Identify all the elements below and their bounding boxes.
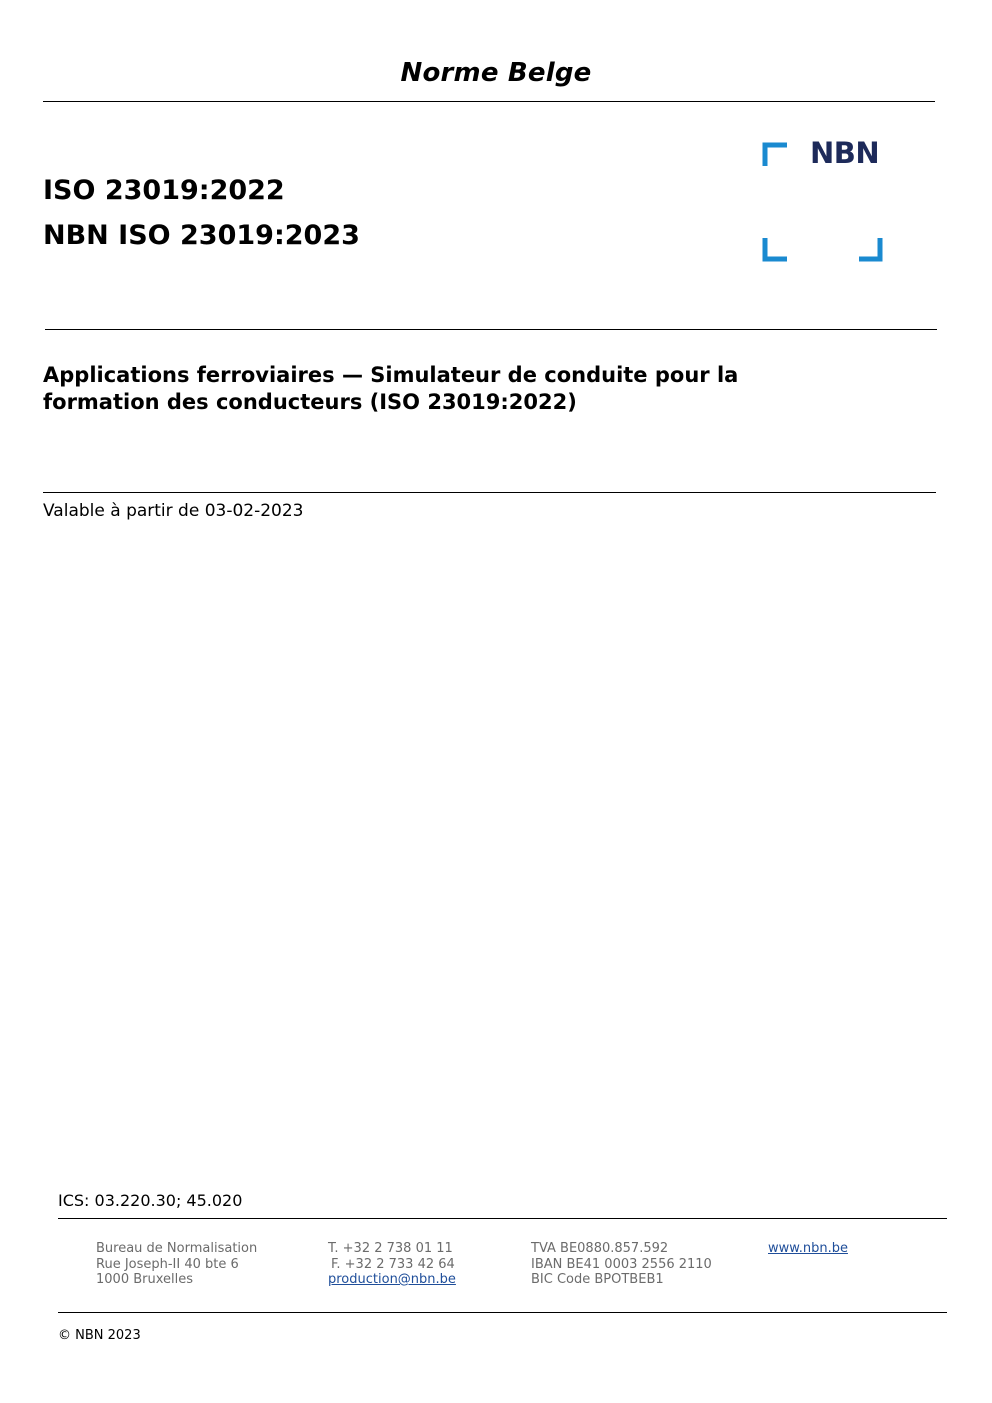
validity-date: Valable à partir de 03-02-2023 (43, 501, 304, 521)
title-divider-bottom (43, 492, 936, 493)
fax-number: F. +32 2 733 42 64 (331, 1256, 455, 1272)
footer-contact (328, 1241, 456, 1288)
nbn-standard-code: NBN ISO 23019:2023 (43, 220, 360, 251)
footer-address (96, 1241, 257, 1288)
footer-web (768, 1241, 848, 1257)
address-line: Rue Joseph-II 40 bte 6 (96, 1256, 239, 1272)
document-title-line-1: Applications ferroviaires — Simulateur de conduite pour la (43, 363, 739, 387)
address-line: Bureau de Normalisation (96, 1241, 258, 1256)
document-title-line-2: formation des conducteurs (ISO 23019:2022) (43, 390, 577, 414)
iban-number: IBAN BE41 0003 2556 2110 (531, 1256, 712, 1272)
ics-code: ICS: 03.220.30; 45.020 (58, 1191, 243, 1210)
footer-divider-top (58, 1218, 947, 1219)
document-title (43, 362, 923, 416)
copyright-notice: © NBN 2023 (58, 1328, 141, 1343)
footer-divider-bottom (58, 1312, 947, 1313)
footer-banking (531, 1241, 712, 1288)
header-divider (43, 101, 935, 102)
title-divider-top (45, 329, 937, 330)
email-link[interactable]: production@nbn.be (328, 1272, 456, 1287)
bic-code: BIC Code BPOTBEB1 (531, 1272, 664, 1287)
bracket-top-left (765, 145, 787, 166)
iso-standard-code: ISO 23019:2022 (43, 175, 285, 206)
address-line: 1000 Bruxelles (96, 1272, 194, 1287)
phone-number: T. +32 2 738 01 11 (328, 1241, 453, 1256)
bracket-bottom-left (765, 238, 787, 259)
tva-number: TVA BE0880.857.592 (531, 1241, 669, 1256)
nbn-logo-text: NBN (810, 136, 880, 170)
website-link[interactable]: www.nbn.be (768, 1241, 848, 1256)
page-header-title: Norme Belge (400, 58, 592, 88)
bracket-bottom-right (859, 238, 880, 259)
